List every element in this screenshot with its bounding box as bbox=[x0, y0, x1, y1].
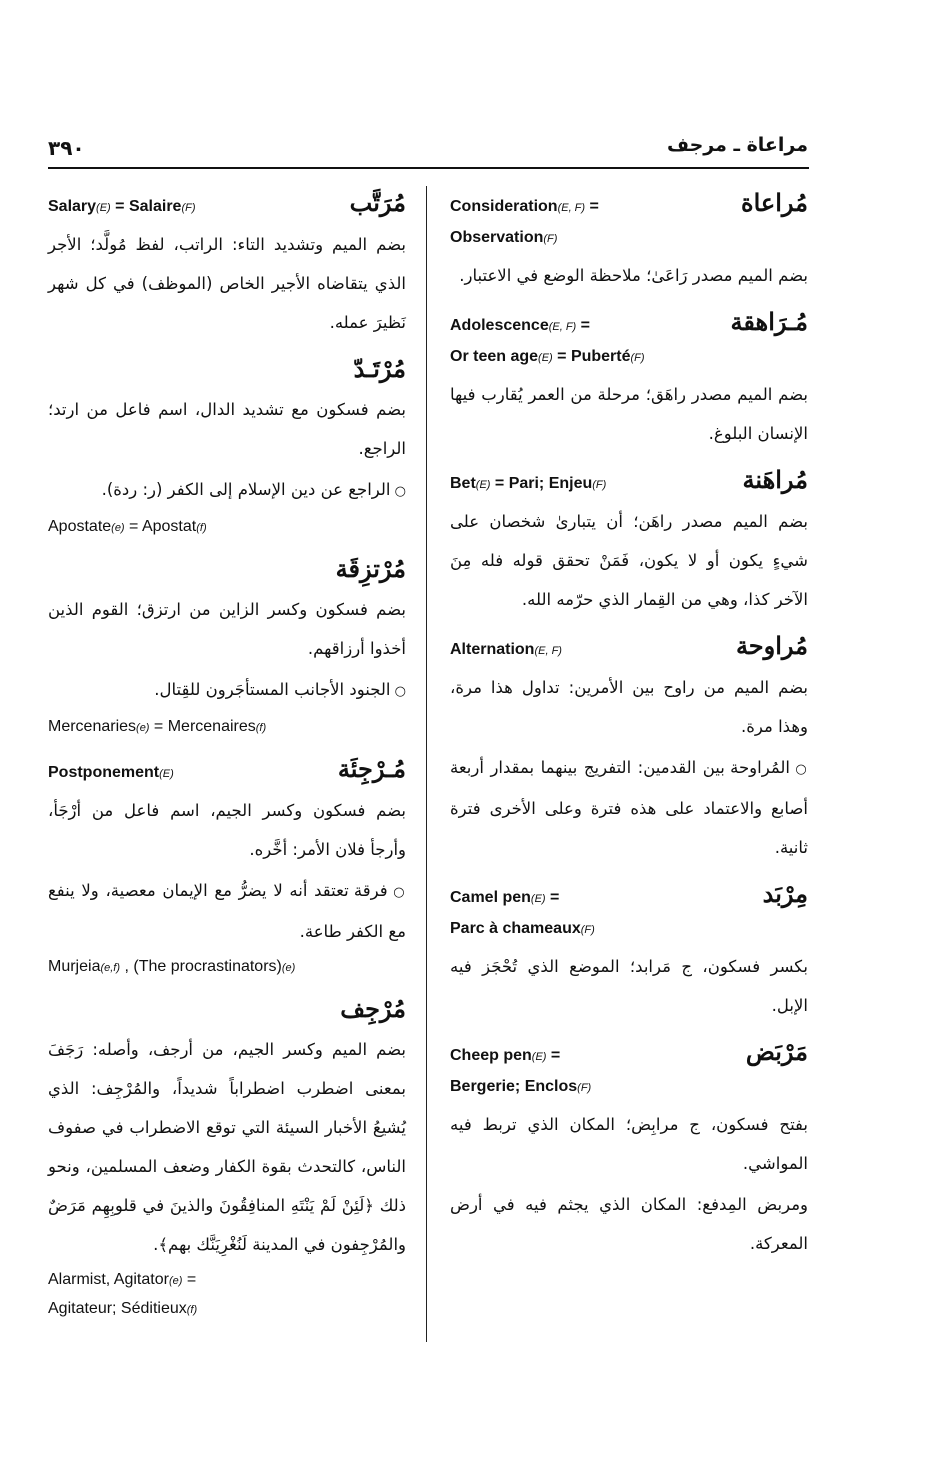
definition-text: بكسر فسكون، ج مَرابد؛ الموضع الذي تُحْجَز فيه الإبل. bbox=[450, 957, 808, 1015]
headword: مُراوحة bbox=[735, 631, 808, 660]
column-divider bbox=[426, 186, 427, 1342]
headword: مُراهَنة bbox=[742, 465, 808, 494]
bullet-definition: ○ الراجع عن دين الإسلام إلى الكفر (ر: ردة). bbox=[101, 480, 406, 499]
definition-text: بضم الميم وكسر الجيم، من أرجف، وأصله: رَجَفَ بمعنى اضطرب اضطراباً شديداً، والمُرْجِف: الذي يُشيعُ الأخبار السيئة التي توقع الاضطراب في صفوف الناس، كالتحدث بقوة الكفار وضعف المسلمين، ونحو ذلك ﴿لَئِنْ لَمْ يَنْتَهِ المنافِقُونَ والذينَ في قلوبِهِم مَرَضٌ والمُرْجِفون في المدينة لَنُغْرِيَنَّك بهم﴾. bbox=[48, 1040, 406, 1254]
definition-text: بضم الميم مصدر راهَق؛ مرحلة من العمر يُقارب فيها الإنسان البلوغ. bbox=[450, 385, 808, 443]
english-gloss-line: Murjeia(e,f) , (The procrastinators)(e) bbox=[48, 958, 296, 975]
headword: مِرْبَد bbox=[762, 879, 808, 908]
definition-text: بضم فسكون وكسر الزاين من ارتزق؛ القوم الذين أخذوا أرزاقهم. bbox=[48, 600, 406, 658]
english-french-gloss: Mercenaries(e) = Mercenaires(f) bbox=[48, 718, 267, 735]
page-number: ٣٩٠ bbox=[48, 136, 85, 160]
left-column bbox=[48, 188, 406, 1336]
entry-murahaqa bbox=[450, 307, 808, 453]
definition-text: بضم فسكون وكسر الجيم، اسم فاعل من أرْجَأ، وأرجأ فلان الأمر: أخَّره. bbox=[48, 801, 406, 859]
running-head: مراعاة ـ مرجف bbox=[666, 134, 808, 156]
entry-murjia bbox=[48, 754, 406, 982]
headword: مُرْتَـدّ bbox=[353, 354, 406, 383]
definition-text: بضم الميم مصدر راهَن؛ أن يتبارىٰ شخصان على شيءٍ يكون أو لا يكون، فَمَنْ تحقق قوله فله مِنَ الآخر كذا، وهي من القِمار الذي حرّمه الله. bbox=[450, 512, 808, 609]
english-french-gloss: Apostate(e) = Apostat(f) bbox=[48, 518, 207, 535]
bullet-definition: ○ الجنود الأجانب المستأجَرون للقِتال. bbox=[154, 680, 406, 699]
bullet-definition: ○ المُراوحة بين القدمين: التفريج بينهما بمقدار أربعة أصابع والاعتماد على هذه فترة وعلى الأخرى فترة ثانية. bbox=[450, 758, 808, 857]
definition-text: بضم الميم وتشديد التاء: الراتب، لفظ مُولَّد؛ الأجر الذي يتقاضاه الأجير الخاص (الموظف) في كل شهر نَظيرَ عمله. bbox=[48, 235, 406, 332]
entry-murattab bbox=[48, 188, 406, 342]
header-rule bbox=[48, 167, 809, 169]
definition-text: بضم فسكون مع تشديد الدال، اسم فاعل من ارتد؛ الراجع. bbox=[48, 400, 406, 458]
definition-text: بضم الميم من راوح بين الأمرين: تداول هذا مرة، وهذا مرة. bbox=[450, 678, 808, 736]
entry-murjif bbox=[48, 994, 406, 1324]
english-french-gloss: Postponement(E) bbox=[48, 764, 174, 781]
headword: مُراعاة bbox=[741, 188, 808, 217]
definition-text: بفتح فسكون، ج مرابِض؛ المكان الذي تربط فيه المواشي. bbox=[450, 1115, 808, 1173]
english-french-gloss: Alarmist, Agitator(e) = Agitateur; Séditieux(f) bbox=[48, 1271, 198, 1317]
entry-murtadd bbox=[48, 354, 406, 542]
english-french-gloss: Alternation(E, F) bbox=[450, 641, 562, 658]
english-french-gloss: Camel pen(E) = Parc à chameaux(F) bbox=[450, 889, 595, 937]
right-column bbox=[450, 188, 808, 1275]
entry-murawaha bbox=[450, 631, 808, 867]
bullet-icon: ○ bbox=[390, 684, 406, 699]
entry-muraat bbox=[450, 188, 808, 295]
definition-text-2: ومربض المِدفع: المكان الذي يجثم فيه في أرض المعركة. bbox=[450, 1195, 808, 1253]
page-header bbox=[48, 128, 808, 168]
headword: مُرَتَّب bbox=[349, 188, 406, 217]
headword: مُـرَاهقة bbox=[730, 307, 808, 336]
headword: مُـرْجِئَة bbox=[337, 754, 406, 783]
entry-murahana bbox=[450, 465, 808, 619]
english-french-gloss: Consideration(E, F) = Observation(F) bbox=[450, 198, 599, 246]
entry-mirbad bbox=[450, 879, 808, 1025]
entry-murtaziqa bbox=[48, 554, 406, 742]
headword: مَرْبَض bbox=[745, 1037, 808, 1066]
english-french-gloss: Bet(E) = Pari; Enjeu(F) bbox=[450, 475, 607, 492]
headword: مُرْتزِقَة bbox=[335, 554, 406, 583]
headword: مُرْجِف bbox=[340, 994, 406, 1023]
bullet-icon: ○ bbox=[387, 885, 406, 900]
bullet-icon: ○ bbox=[390, 484, 406, 499]
entry-marbad bbox=[450, 1037, 808, 1263]
bullet-icon: ○ bbox=[789, 762, 808, 777]
definition-text: بضم الميم مصدر رَاعَىٰ؛ ملاحظة الوضع في الاعتبار. bbox=[459, 266, 808, 285]
english-french-gloss: Salary(E) = Salaire(F) bbox=[48, 198, 196, 215]
english-french-gloss: Adolescence(E, F) = Or teen age(E) = Puberté(F) bbox=[450, 317, 645, 365]
bullet-definition: ○ فرقة تعتقد أنه لا يضرُّ مع الإيمان معصية، ولا ينفع مع الكفر طاعة. bbox=[48, 881, 406, 941]
english-french-gloss: Cheep pen(E) = Bergerie; Enclos(F) bbox=[450, 1047, 592, 1095]
